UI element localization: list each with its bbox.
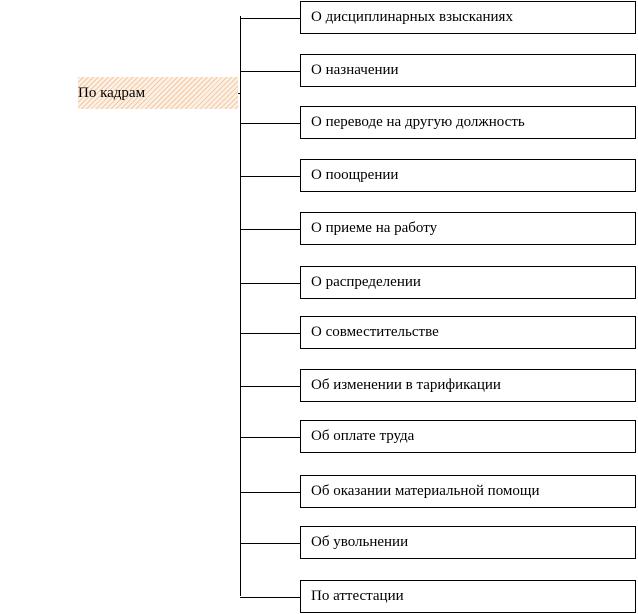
child-node	[300, 266, 636, 299]
branch-line	[240, 333, 301, 334]
branch-line	[240, 283, 301, 284]
child-node	[300, 580, 636, 613]
child-node-label: О дисциплинарных взысканиях	[311, 9, 513, 25]
branch-line	[240, 597, 301, 598]
branch-line	[240, 386, 301, 387]
child-node-label: Об увольнении	[311, 534, 409, 550]
child-node-label: О переводе на другую должность	[311, 114, 525, 130]
child-node-label: О приеме на работу	[311, 220, 438, 236]
branch-line	[240, 437, 301, 438]
child-node	[300, 475, 636, 508]
child-node	[300, 212, 636, 245]
child-node	[300, 106, 636, 139]
branch-line	[240, 176, 301, 177]
child-node	[300, 420, 636, 453]
child-node	[300, 369, 636, 402]
child-node-label: Об оказании материальной помощи	[311, 483, 540, 499]
trunk-line	[240, 16, 241, 596]
child-node-label: О поощрении	[311, 167, 399, 183]
branch-line	[240, 123, 301, 124]
child-node	[300, 54, 636, 87]
root-node-label: По кадрам	[78, 85, 146, 101]
child-node	[300, 1, 636, 34]
child-node-label: О назначении	[311, 62, 399, 78]
branch-line	[240, 71, 301, 72]
branch-line	[240, 18, 301, 19]
child-node-label: О совместительстве	[311, 324, 439, 340]
child-node-label: По аттестации	[311, 588, 404, 604]
branch-line	[240, 229, 301, 230]
child-node	[300, 159, 636, 192]
child-node-label: Об изменении в тарификации	[311, 377, 501, 393]
child-node-label: О распределении	[311, 274, 421, 290]
child-node-label: Об оплате труда	[311, 428, 415, 444]
branch-line	[240, 492, 301, 493]
branch-line	[240, 543, 301, 544]
child-node	[300, 316, 636, 349]
child-node	[300, 526, 636, 559]
